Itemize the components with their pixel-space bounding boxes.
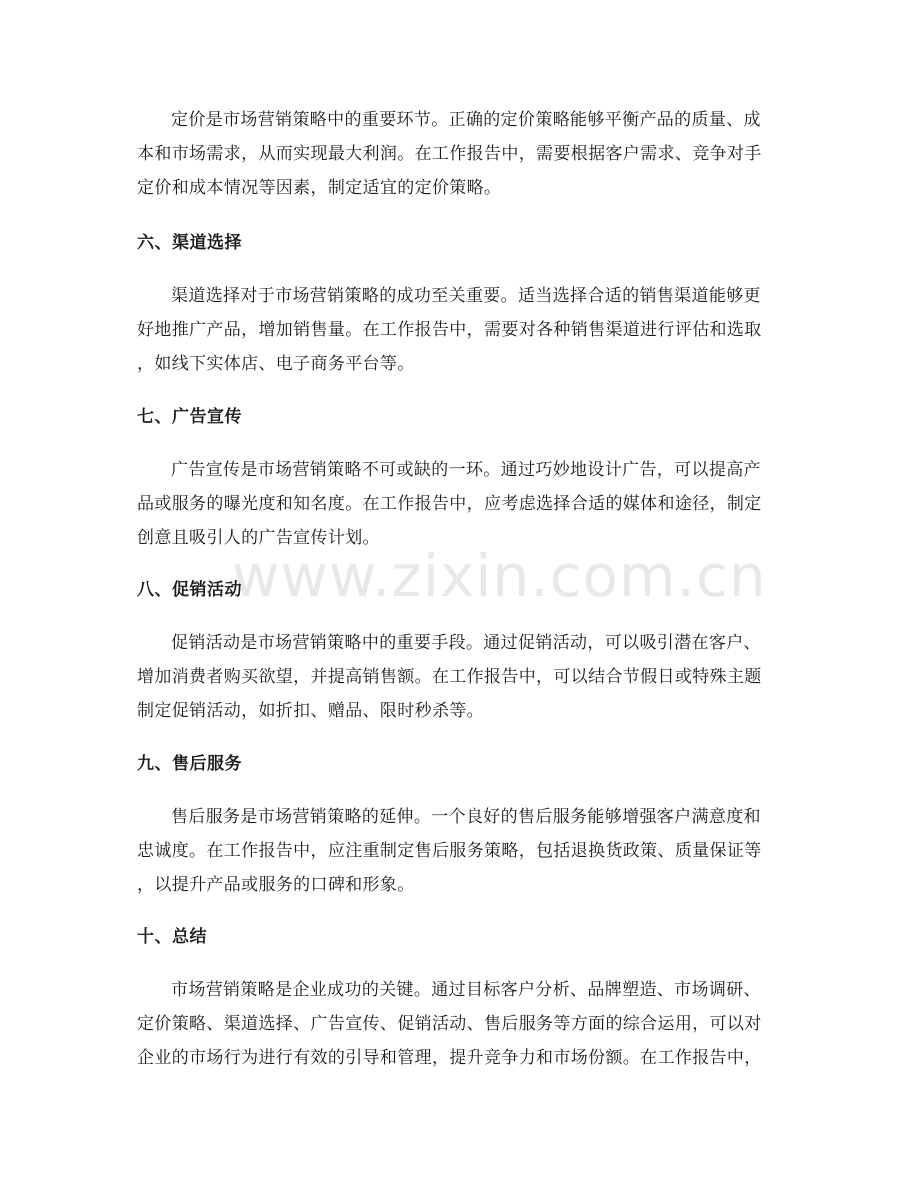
- paragraph-line: ，如线下实体店、电子商务平台等。: [137, 354, 415, 374]
- advertising-section: [137, 405, 787, 429]
- paragraph-channel: [137, 279, 787, 381]
- paragraph-line: 忠诚度。在工作报告中，应注重制定售后服务策略，包括退换货政策、质量保证等: [137, 841, 762, 861]
- paragraph-line: 品或服务的曝光度和知名度。在工作报告中，应考虑选择合适的媒体和途径，制定: [137, 494, 762, 514]
- summary-section: [137, 925, 787, 949]
- aftersales-body: [137, 800, 787, 902]
- paragraph-line: 制定促销活动，如折扣、赠品、限时秒杀等。: [137, 701, 484, 721]
- paragraph-line: 增加消费者购买欲望，并提高销售额。在工作报告中，可以结合节假日或特殊主题: [137, 667, 762, 687]
- section-heading: 七、广告宣传: [137, 407, 242, 427]
- channel-section: [137, 231, 787, 255]
- watermark: www.zixin.com.cn: [232, 542, 767, 610]
- paragraph-line: 本和市场需求，从而实现最大利润。在工作报告中，需要根据客户需求、竞争对手: [137, 144, 762, 164]
- section-heading: 八、促销活动: [137, 580, 242, 600]
- paragraph-summary: [137, 973, 787, 1075]
- paragraph-advertising: [137, 453, 787, 555]
- paragraph-line: 企业的市场行为进行有效的引导和管理，提升竞争力和市场份额。在工作报告中，: [137, 1048, 762, 1068]
- paragraph-line: 定价是市场营销策略中的重要环节。正确的定价策略能够平衡产品的质量、成: [171, 110, 761, 130]
- advertising-body: [137, 453, 787, 555]
- aftersales-section: [137, 752, 787, 776]
- paragraph-line: 市场营销策略是企业成功的关键。通过目标客户分析、品牌塑造、市场调研、: [171, 980, 761, 1000]
- section-heading: 六、渠道选择: [137, 233, 242, 253]
- paragraph-pricing: [137, 103, 787, 205]
- section-heading: 九、售后服务: [137, 754, 242, 774]
- paragraph-aftersales: [137, 800, 787, 902]
- promotion-body: [137, 626, 787, 728]
- paragraph-line: 定价和成本情况等因素，制定适宜的定价策略。: [137, 178, 502, 198]
- summary-body: [137, 973, 787, 1075]
- paragraph-line: 促销活动是市场营销策略中的重要手段。通过促销活动，可以吸引潜在客户、: [171, 633, 761, 653]
- paragraph-line: 定价策略、渠道选择、广告宣传、促销活动、售后服务等方面的综合运用，可以对: [137, 1014, 762, 1034]
- pricing-section: [137, 103, 787, 205]
- paragraph-line: ，以提升产品或服务的口碑和形象。: [137, 875, 415, 895]
- paragraph-promotion: [137, 626, 787, 728]
- paragraph-line: 创意且吸引人的广告宣传计划。: [137, 528, 380, 548]
- paragraph-line: 广告宣传是市场营销策略不可或缺的一环。通过巧妙地设计广告，可以提高产: [171, 460, 761, 480]
- paragraph-line: 渠道选择对于市场营销策略的成功至关重要。适当选择合适的销售渠道能够更: [171, 286, 761, 306]
- section-heading: 十、总结: [137, 927, 207, 947]
- paragraph-line: 好地推广产品，增加销售量。在工作报告中，需要对各种销售渠道进行评估和选取: [137, 320, 762, 340]
- paragraph-line: 售后服务是市场营销策略的延伸。一个良好的售后服务能够增强客户满意度和: [171, 807, 761, 827]
- channel-body: [137, 279, 787, 381]
